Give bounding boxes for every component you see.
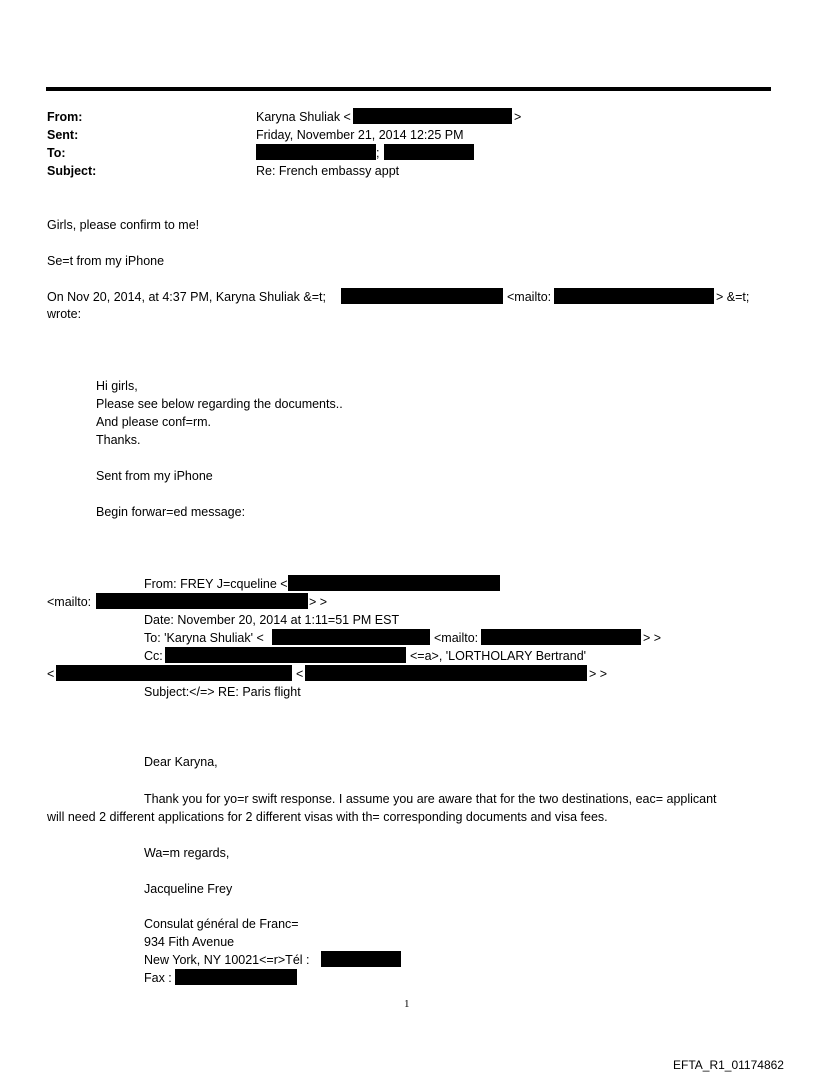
begin-forwarded-line: Begin forwar=ed message: bbox=[96, 505, 246, 519]
letter-signature-name: Jacqueline Frey bbox=[144, 882, 233, 896]
quote-line: Please see below regarding the documents.. bbox=[96, 397, 343, 411]
quote-sent-line: Sent from my iPhone bbox=[96, 469, 213, 483]
letter-address: 934 Fith Avenue bbox=[144, 935, 235, 949]
redaction-block bbox=[384, 144, 474, 160]
letter-paragraph-line: Thank you for yo=r swift response. I assume you are aware that for the two destinations, eac= applicant bbox=[144, 792, 717, 806]
letter-paragraph-line: will need 2 different applications for 2 different visas with th= corresponding documents and visa fees. bbox=[47, 810, 608, 824]
wrote-line: wrote: bbox=[47, 307, 82, 321]
letter-org: Consulat général de Franc= bbox=[144, 917, 299, 931]
on-suffix: > &=t; bbox=[716, 290, 750, 304]
fwd-to-mailto: <mailto: bbox=[434, 631, 479, 645]
to-separator: ; bbox=[376, 146, 380, 160]
header-rule bbox=[46, 87, 771, 91]
redaction-block bbox=[305, 665, 587, 681]
body-line-sent: Se=t from my iPhone bbox=[47, 254, 165, 268]
redaction-block bbox=[256, 144, 376, 160]
sent-label: Sent: bbox=[47, 128, 79, 142]
redaction-block bbox=[554, 288, 714, 304]
letter-greeting: Dear Karyna, bbox=[144, 755, 218, 769]
fwd-mailto-suffix: > > bbox=[309, 595, 328, 609]
to-label: To: bbox=[47, 146, 66, 160]
on-mailto: <mailto: bbox=[507, 290, 552, 304]
redaction-block bbox=[56, 665, 292, 681]
fwd-to-suffix: > > bbox=[643, 631, 662, 645]
redaction-block bbox=[165, 647, 406, 663]
quote-line: And please conf=rm. bbox=[96, 415, 211, 429]
from-value: Karyna Shuliak < bbox=[256, 110, 351, 124]
redaction-block bbox=[341, 288, 503, 304]
fwd-subject: Subject:</=> RE: Paris flight bbox=[144, 685, 301, 699]
subject-label: Subject: bbox=[47, 164, 97, 178]
redaction-block bbox=[96, 593, 308, 609]
quote-line: Hi girls, bbox=[96, 379, 138, 393]
redaction-block bbox=[321, 951, 401, 967]
from-label: From: bbox=[47, 110, 83, 124]
fwd-cc-mid: <=a>, 'LORTHOLARY Bertrand' bbox=[410, 649, 587, 663]
fwd-to: To: 'Karyna Shuliak' < bbox=[144, 631, 264, 645]
fwd-mailto: <mailto: bbox=[47, 595, 92, 609]
letter-fax: Fax : bbox=[144, 971, 172, 985]
fwd-cc2-suffix: > > bbox=[589, 667, 608, 681]
redaction-block bbox=[175, 969, 297, 985]
sent-value: Friday, November 21, 2014 12:25 PM bbox=[256, 128, 464, 142]
fwd-cc-label: Cc: bbox=[144, 649, 163, 663]
redaction-block bbox=[288, 575, 500, 591]
fwd-cc2-mid: < bbox=[296, 667, 304, 681]
redaction-block bbox=[272, 629, 430, 645]
redaction-block bbox=[481, 629, 641, 645]
from-value-suffix: > bbox=[514, 110, 522, 124]
quote-line: Thanks. bbox=[96, 433, 141, 447]
body-line-confirm: Girls, please confirm to me! bbox=[47, 218, 200, 232]
fwd-cc2-prefix: < bbox=[47, 667, 55, 681]
page-number: 1 bbox=[404, 998, 410, 1010]
letter-regards: Wa=m regards, bbox=[144, 846, 230, 860]
letter-address-phone: New York, NY 10021<=r>Tél : bbox=[144, 953, 310, 967]
on-date-line: On Nov 20, 2014, at 4:37 PM, Karyna Shuliak &=t; bbox=[47, 290, 326, 304]
document-id: EFTA_R1_01174862 bbox=[673, 1058, 784, 1072]
redaction-block bbox=[353, 108, 512, 124]
subject-value: Re: French embassy appt bbox=[256, 164, 400, 178]
fwd-date: Date: November 20, 2014 at 1:11=51 PM EST bbox=[144, 613, 400, 627]
fwd-from: From: FREY J=cqueline < bbox=[144, 577, 288, 591]
